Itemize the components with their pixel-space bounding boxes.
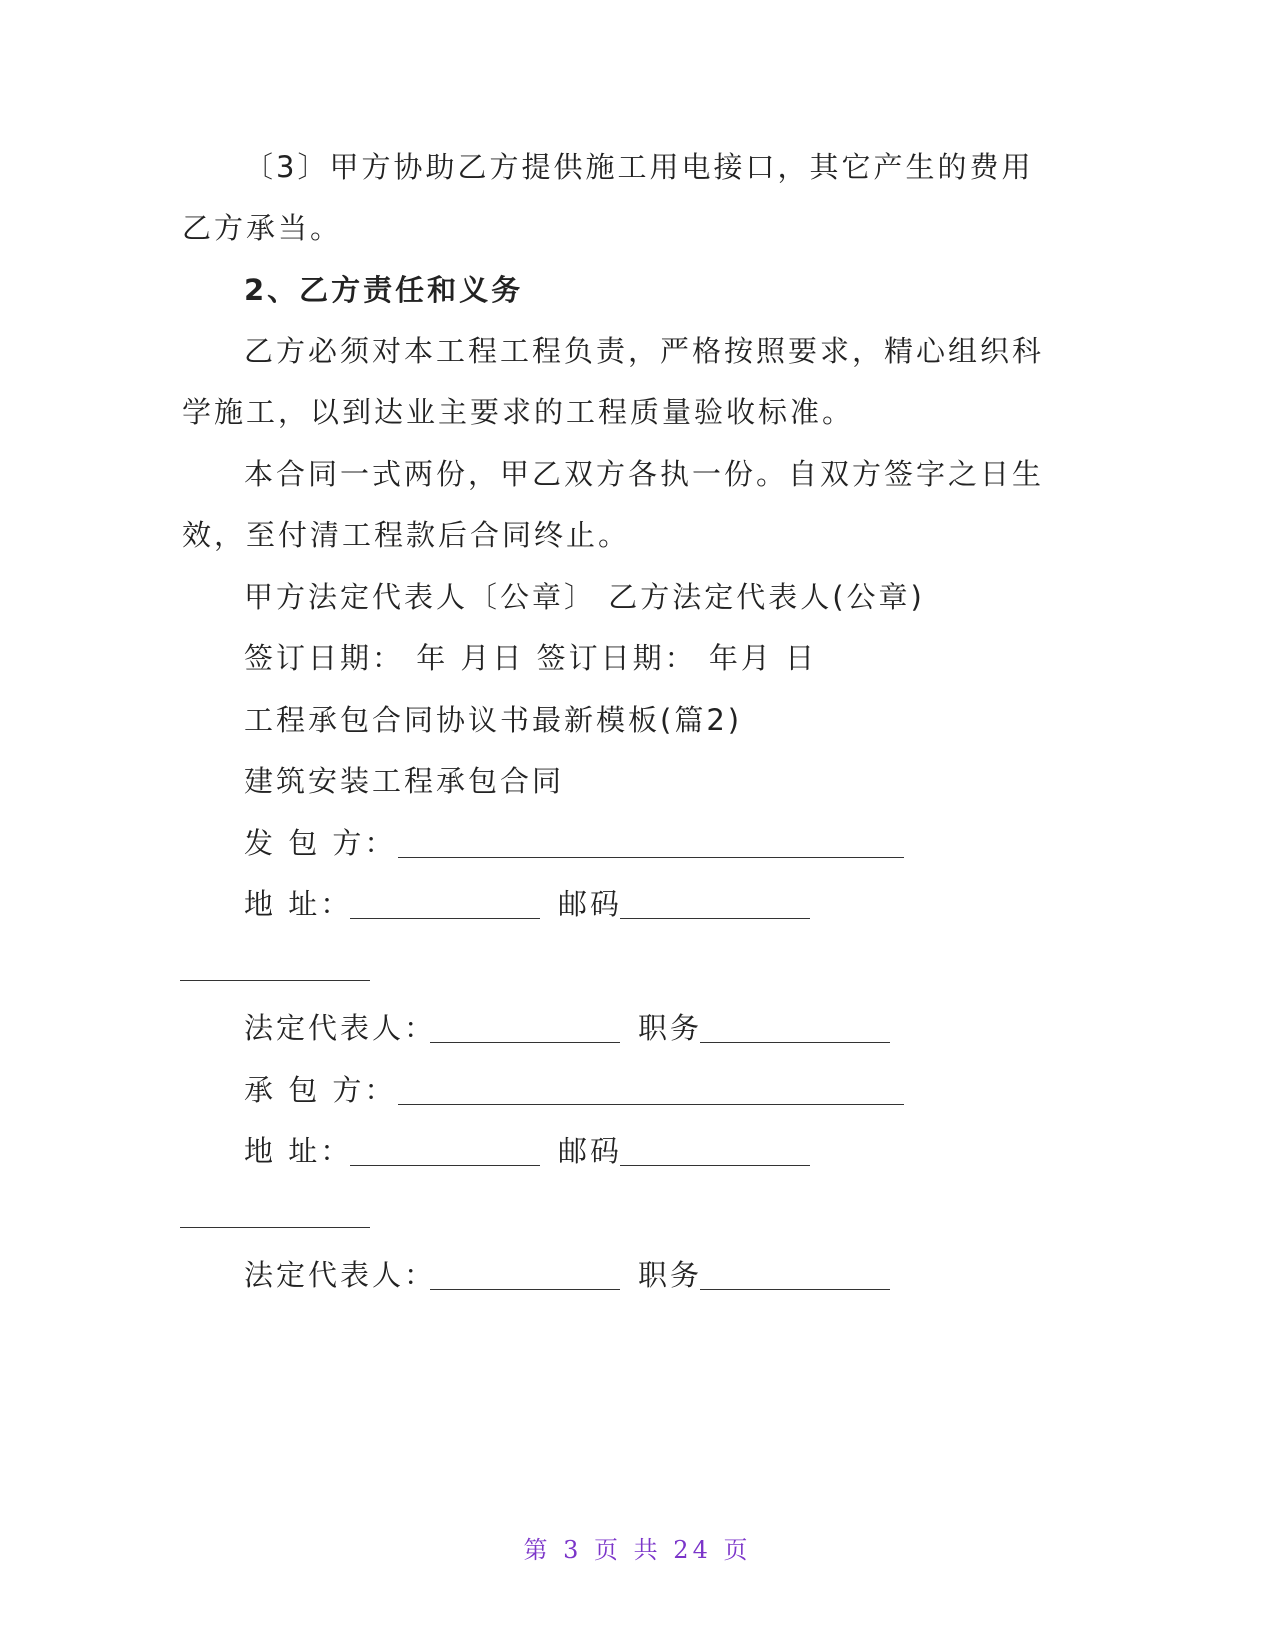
template-title: 工程承包合同协议书最新模板(篇2) (244, 703, 743, 737)
postcode2-blank[interactable] (620, 1165, 810, 1166)
paragraph-duties-line1: 乙方必须对本工程工程负责，严格按照要求，精心组织科 (244, 334, 1045, 368)
address-blank[interactable] (350, 918, 540, 919)
paragraph-duties-line2: 学施工，以到达业主要求的工程质量验收标准。 (182, 395, 855, 429)
legal-rep2-blank[interactable] (430, 1289, 620, 1290)
postcode-label: 邮码 (558, 887, 623, 921)
signature-representatives: 甲方法定代表人〔公章〕 乙方法定代表人(公章) (244, 580, 925, 614)
position-blank[interactable] (700, 1042, 890, 1043)
paragraph-copies-line1: 本合同一式两份，甲乙双方各执一份。自双方签字之日生 (244, 457, 1045, 491)
issuer-blank[interactable] (398, 857, 904, 858)
section-heading: 2、乙方责任和义务 (244, 273, 524, 307)
contractor-label: 承 包 方： (244, 1073, 397, 1107)
address2-continuation-blank[interactable] (180, 1227, 370, 1228)
contract-title: 建筑安装工程承包合同 (244, 764, 565, 798)
address2-blank[interactable] (350, 1165, 540, 1166)
position2-label: 职务 (638, 1258, 703, 1292)
address-label: 地 址： (244, 887, 353, 921)
position-label: 职务 (638, 1011, 703, 1045)
paragraph-copies-line2: 效，至付清工程款后合同终止。 (182, 518, 631, 552)
position2-blank[interactable] (700, 1289, 890, 1290)
legal-rep2-label: 法定代表人： (244, 1258, 437, 1292)
legal-rep-label: 法定代表人： (244, 1011, 437, 1045)
address-continuation-blank[interactable] (180, 980, 370, 981)
postcode2-label: 邮码 (558, 1134, 623, 1168)
issuer-label: 发 包 方： (244, 826, 397, 860)
legal-rep-blank[interactable] (430, 1042, 620, 1043)
address2-label: 地 址： (244, 1134, 353, 1168)
contractor-blank[interactable] (398, 1104, 904, 1105)
paragraph-utility-line2: 乙方承当。 (182, 211, 343, 245)
postcode-blank[interactable] (620, 918, 810, 919)
paragraph-utility-line1: 〔3〕甲方协助乙方提供施工用电接口，其它产生的费用 (244, 150, 1034, 184)
signature-dates: 签订日期： 年 月日 签订日期： 年月 日 (244, 641, 818, 675)
page-indicator: 第 3 页 共 24 页 (523, 1536, 752, 1564)
